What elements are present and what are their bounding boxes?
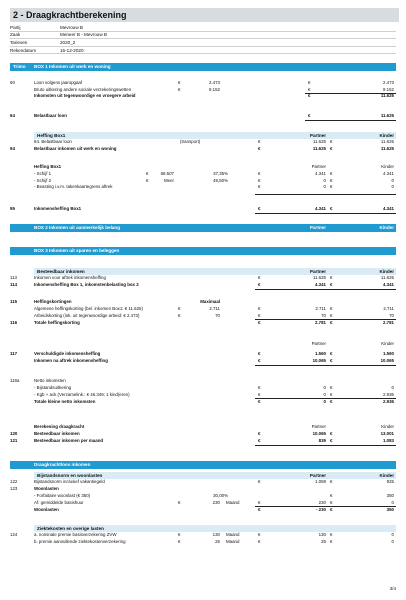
divider: [255, 289, 396, 290]
meta-table: [10, 24, 396, 54]
table-row: 95 Inkomensheffing Box1 € 4.341 € 4.341: [10, 206, 394, 211]
divider: [255, 445, 396, 446]
section-band-draagkrachtloos: Draagkrachtloos inkomen: [10, 461, 396, 469]
table-row: 94 Belastbaar inkomen uit werk en woning € 11.625 € 11.625: [10, 145, 394, 151]
table-row: - Forfaitaire woonlast (€ 350) 30,00% € 350: [34, 493, 394, 498]
subheader-heffing-box1: Heffing Box1 Partner Kinder: [34, 132, 396, 139]
table-row: 113 Inkomen voor aftrek inkomensheffing € 11.625 € 11.625: [10, 275, 394, 280]
table-row: Arbeidskorting (ink. uit tegenwoordige arbeid: € 2.473) € 70 € 70 € 70: [34, 312, 394, 318]
table-row: Heffing Box1 Partner Kinder: [34, 164, 394, 169]
divider: [305, 120, 396, 121]
table-row: - Bijstandsuitkering € 0 € 0: [34, 385, 394, 390]
table-row: Algemene heffingskorting (bel. inkomen Box1: € 11.625) € 2.711 € 2.711 € 2.711: [34, 306, 394, 311]
table-row: b. premie aanvullende ziektekostenverzekering € 25 Maand € 25 € 0: [34, 538, 394, 544]
divider: [255, 194, 396, 195]
table-row: 60 Loon volgens jaaropgaaf € 2.473 € 2.473: [10, 80, 394, 85]
section-band-box3: BOX 3 Inkomen uit sparen en beleggen: [10, 247, 396, 255]
table-row: Af: gemiddelde basishuur € 230 Maand € 230 € 0: [34, 499, 394, 505]
table-row: - Schijf 2 € Meer 49,50% € 0 € 0: [34, 177, 394, 183]
table-row: 114 Inkomensheffing Box 1, inkomstenbelasting box 2 € 4.341 € 4.341: [10, 282, 394, 287]
table-row: - Schijf 1 € 68.507 37,35% € 4.341 € 4.341: [34, 171, 394, 176]
section-band-box1: Trimo BOX 1 Inkomen uit werk en woning: [10, 63, 396, 71]
table-row: Berekening draagkracht Partner Kinder: [34, 424, 394, 429]
table-row: 64 Belastbaar loon € 11.625: [10, 113, 394, 118]
table-row: 115 Heffingskortingen Maximaal: [10, 299, 220, 304]
table-row: - Beasting i.v.m. takenkaartegrens aftrek € 0 € 0: [34, 184, 394, 189]
subheader-bijstandsnorm: Bijstandsnorm en woonlasten Partner Kinder: [34, 472, 396, 479]
meta-row: Partij Mevrouw B: [10, 24, 396, 32]
table-row: Inkomen na aftrek inkomensheffing € 10.065 € 10.065: [34, 358, 394, 363]
table-row: 120 Besteedbaar inkomen € 10.065 € 13.001: [10, 431, 394, 436]
table-row: 117 Verschuldigde inkomensheffing € 1.560 € 1.560: [10, 351, 394, 356]
table-row: Bruto uitkering andere sociale verzekeringswetten € 9.152 € 9.152: [34, 86, 394, 92]
subheader-besteedbaar-inkomen: Besteedbaar inkomen Partner Kinder: [34, 268, 396, 275]
meta-row: Rekendatum 16-12-2020: [10, 47, 396, 55]
section-band-box2: BOX 2 Inkomen uit aanmerkelijk belang Partner Kinder: [10, 224, 396, 232]
divider: [255, 365, 396, 366]
table-row: Totale kleine netto inkomsten € 0 € 2.936: [34, 398, 394, 404]
table-row: 121 Besteedbaar inkomen per maand € 839 € 1.083: [10, 438, 394, 443]
divider: [255, 213, 396, 214]
table-row: 123 Woonlasten: [10, 486, 59, 491]
table-row: 124 a. nominale premie basisverzekering ZVW € 130 Maand € 130 € 0: [10, 532, 394, 537]
meta-row: Zaak Meneer B - Mevrouw B: [10, 32, 396, 40]
table-row: Inkomsten uit tegenwoordige en vroegere arbeid € 11.625: [34, 93, 394, 98]
table-row: 119a Netto inkomsten: [10, 378, 66, 383]
page-title: 2 - Draagkrachtberekening: [10, 8, 399, 22]
table-row: 122 Bijstandsnorm inclusief vakantiegeld € 1.059 € 925: [10, 479, 394, 484]
table-row: 64. Belastbaar loon (transport) € 11.625 € 11.625: [34, 139, 394, 144]
page-number: 3/4: [389, 586, 396, 591]
subheader-ziektekosten: Ziektekosten en overige lasten: [34, 525, 396, 532]
table-row: - Kgb + ack (Verzamelink.: € 46.349; 1 kind(eren) € 0 € 2.936: [34, 391, 394, 397]
table-row: Partner Kinder: [311, 341, 394, 346]
table-row: Woonlasten € - 230 € 350: [34, 506, 394, 512]
meta-row: Tarieven 2020_2: [10, 39, 396, 47]
table-row: 116 Totale heffingskorting € 2.781 € 2.781: [10, 319, 394, 325]
